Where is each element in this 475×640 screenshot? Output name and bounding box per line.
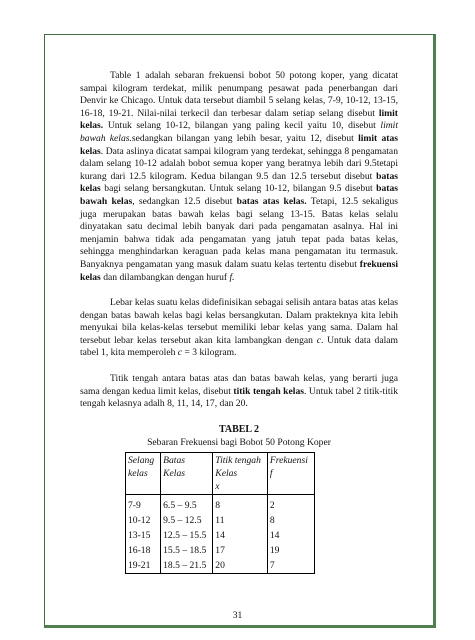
header-line: Kelas: [163, 468, 185, 480]
table-row: [126, 513, 315, 528]
table-cell: 19: [267, 543, 314, 558]
table-cell: 8: [213, 495, 268, 514]
header-line: Titik tengah: [215, 455, 261, 467]
table-row: [126, 528, 315, 543]
text-run: Lebar kelas suatu kelas didefinisikan sebagai selisih antara batas atas kelas dengan batas bawah kelas bagi kelas bersangkutan. Dalam prakteknya kita lebih menyukai bila kelas-kelas tersebut memiliki lebar kelas yang sama. Dalam hal tersebut lebar kelas tersebut akan kita lambangkan dengan: [80, 297, 398, 346]
header-line: Batas: [163, 455, 185, 467]
italic-term: f.: [229, 271, 235, 283]
italic-term: c: [316, 334, 321, 346]
text-run: , sedangkan 12.5 disebut: [132, 195, 237, 207]
table-cell: 18.5 – 21.5: [161, 558, 213, 574]
header-line: Kelas: [215, 468, 238, 480]
text-run: Titik tengah antara batas atas dan batas bawah kelas, yang berarti juga sama dengan kedua limit kelas, disebut: [80, 373, 398, 397]
text-run: Tetapi, 12.5 sekaligus juga merupakan batas bawah kelas bagi selang 13-15. Batas kelas selalu dinyatakan satu decimal lebih banyak dari pada pengamatan asalnya. Hal ini menjamin bahwa tidak ada pengamatan yang jatuh tepat pada batas kelas, sehingga menghindarkan keraguan pada kelas mana pengamatan itu termasuk. Banyaknya pengamatan yang masuk dalam suatu kelas tertentu disebut: [80, 195, 398, 270]
table-header-cell: [126, 453, 161, 495]
table-cell: 16-18: [126, 543, 161, 558]
bold-term: frekuensi kelas: [80, 258, 398, 283]
header-line: f: [269, 468, 273, 480]
table-cell: 7: [267, 558, 314, 574]
text-run: . Data aslinya dicatat sampai kilogram yang terdekat, sehingga 8 pengamatan dalam selang 10-12 adalah bobot semua koper yang beratnya lebih dari 9.5tetapi kurang dari 12.5 kilogram. Kedua bilangan 9.5 dan 12.5 tersebut disebut: [80, 145, 398, 182]
table-cell: 17: [213, 543, 268, 558]
table-cell: 7-9: [126, 495, 161, 514]
text-run: Untuk selang 10-12, bilangan yang paling kecil yaitu 10, disebut: [103, 120, 381, 132]
table-cell: 13-15: [126, 528, 161, 543]
body-text: [80, 70, 398, 411]
table-cell: 2: [267, 495, 314, 514]
italic-term: limit bawah kelas.: [80, 120, 398, 144]
header-line: kelas: [128, 468, 148, 480]
page-number: 31: [232, 610, 243, 621]
text-run: Table 1 adalah sebaran frekuensi bobot 50 potong koper, yang dicatat sampai kilogram terdekat, milik penumpang pesawat pada penerbangan dari Denvir ke Chicago. Untuk data tersebut diambil 5 selang kelas, 7-9, 10-12, 13-15, 16-18, 19-21. Nilai-nilai terkecil dan terbesar dalam setiap selang disebut: [80, 70, 398, 119]
bold-term: limit atas kelas: [80, 132, 398, 157]
table-row: [126, 543, 315, 558]
paragraph: [80, 70, 398, 284]
bold-term: batas bawah kelas: [80, 183, 398, 207]
paragraph: [80, 297, 398, 360]
table-cell: 9.5 – 12.5: [161, 513, 213, 528]
text-run: sedangkan bilangan yang lebih besar, yaitu 12, disebut: [131, 132, 359, 144]
table-cell: 11: [213, 513, 268, 528]
table-cell: 6.5 – 9.5: [161, 495, 213, 514]
table-title: TABEL 2: [218, 423, 260, 435]
bold-term: batas atas kelas.: [236, 195, 307, 207]
bold-term: limit kelas.: [80, 107, 398, 132]
table-cell: 20: [213, 558, 268, 574]
table-cell: 8: [267, 513, 314, 528]
table-cell: 12.5 – 15.5: [161, 528, 213, 543]
table-cell: 15.5 – 18.5: [161, 543, 213, 558]
header-line: Frekuensi: [269, 455, 308, 467]
table-subtitle: Sebaran Frekuensi bagi Bobot 50 Potong Koper: [147, 437, 331, 449]
text-run: = 3 kilogram.: [182, 347, 237, 359]
table-cell: 14: [213, 528, 268, 543]
bold-term: titik tengah kelas: [233, 385, 304, 397]
paragraph: [80, 373, 398, 411]
text-run: . Untuk data dalam tabel 1, kita memperoleh: [80, 334, 398, 359]
text-run: bagi selang bersangkutan. Untuk selang 10-12, bilangan 9.5 disebut: [100, 183, 377, 195]
table-cell: 10-12: [126, 513, 161, 528]
text-run: dan dilambangkan dengan huruf: [100, 271, 230, 283]
italic-term: c: [177, 347, 183, 359]
bold-term: batas kelas: [80, 170, 398, 195]
text-run: . Untuk tabel 2 titik-titik tengah kelasnya adalh 8, 11, 14, 17, dan 20.: [80, 385, 398, 410]
table-cell: 14: [267, 528, 314, 543]
table-row: [126, 558, 315, 574]
header-line: Selang: [128, 455, 155, 467]
header-line: x: [215, 481, 220, 493]
table-header-cell: [213, 453, 268, 495]
table-cell: 19-21: [126, 558, 161, 574]
frequency-table: [125, 452, 315, 574]
table-header-cell: [267, 453, 314, 495]
table-header-cell: [161, 453, 213, 495]
page-content: [80, 70, 398, 574]
table-row: [126, 495, 315, 514]
